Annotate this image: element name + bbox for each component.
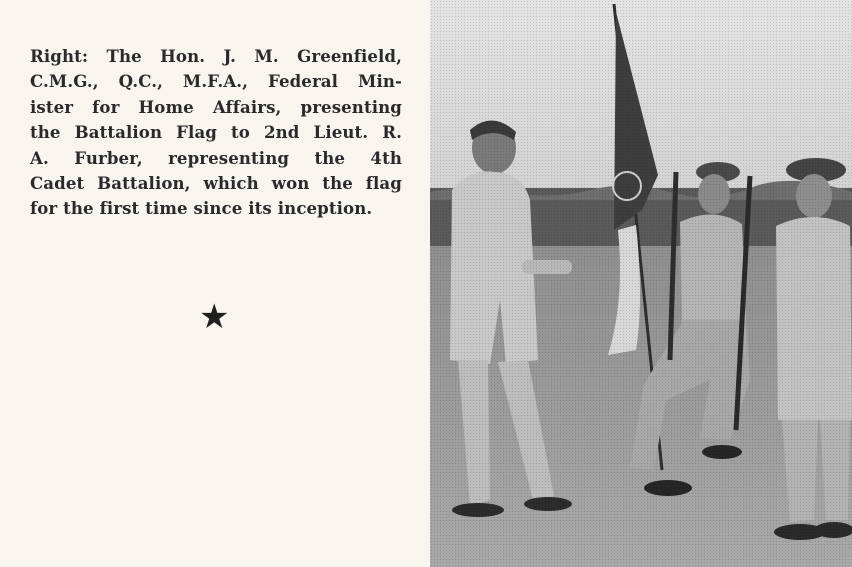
flag-presentation-photo-icon	[430, 0, 852, 567]
caption-line: the Battalion Flag to 2nd Lieut. R.	[30, 122, 402, 143]
caption-line: A. Furber, representing the 4th	[30, 147, 402, 168]
photo-caption	[30, 44, 402, 222]
caption-line: Right: The Hon. J. M. Greenfield,	[30, 46, 402, 66]
star-ornament-icon: ★	[199, 297, 230, 337]
caption-line: for the first time since its inception.	[30, 198, 373, 219]
caption-line: C.M.G., Q.C., M.F.A., Federal Min-	[30, 71, 402, 92]
caption-line: Cadet Battalion, which won the flag	[30, 173, 402, 194]
caption-line: ister for Home Affairs, presenting	[30, 96, 402, 117]
